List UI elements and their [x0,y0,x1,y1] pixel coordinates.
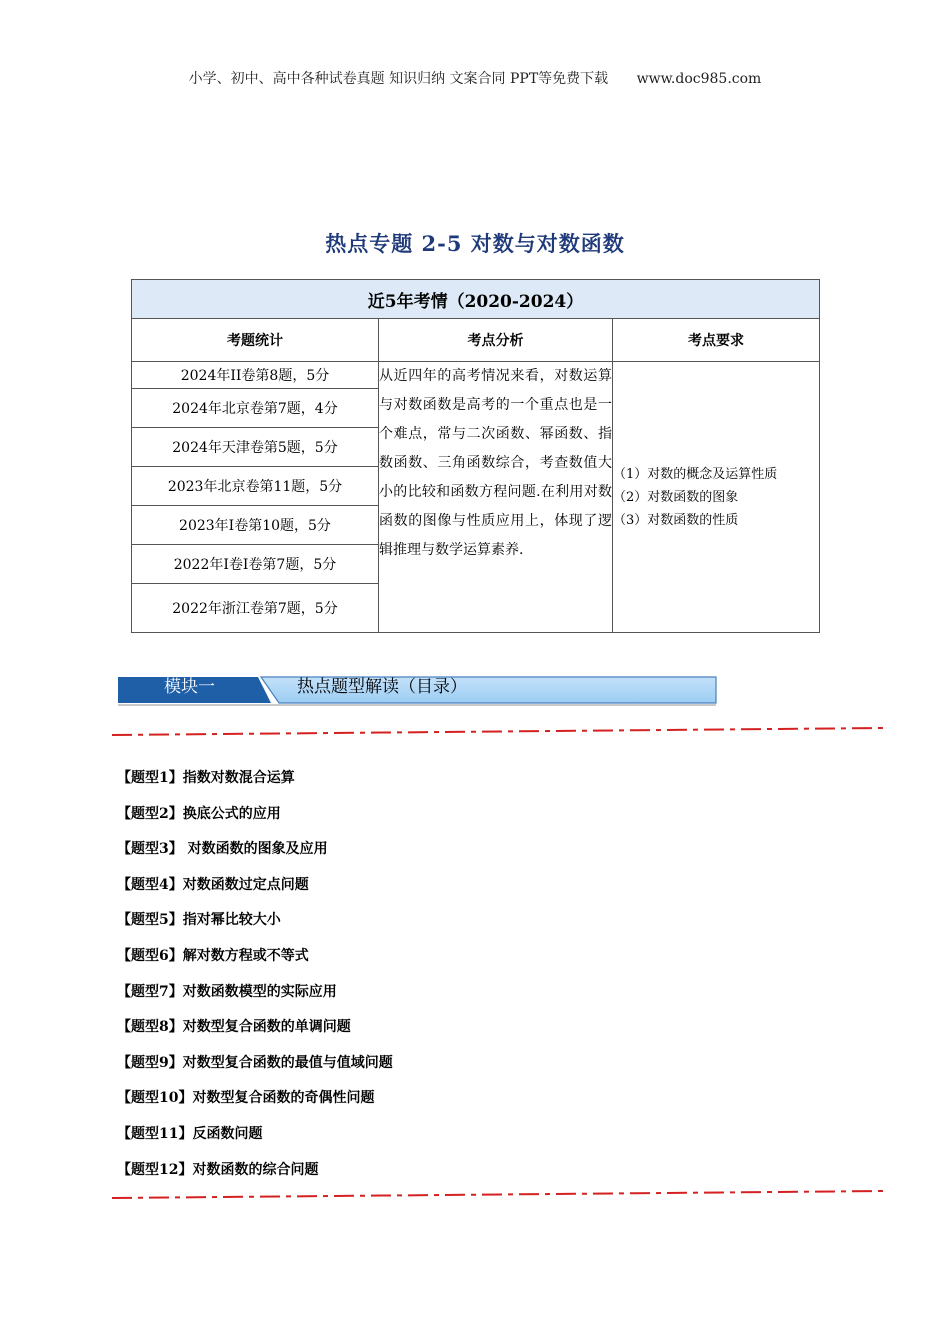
stat-cell: 2024年北京卷第7题，4分 [132,389,379,428]
column-header-requirements: 考点要求 [613,319,820,362]
topic-item: 【题型5】指对幂比较大小 [117,912,281,929]
header-site-link[interactable]: www.doc985.com [636,71,762,87]
bottom-divider [112,1189,884,1199]
module-title: 热点题型解读（目录） [297,677,467,697]
topic-item: 【题型3】 对数函数的图象及应用 [117,841,328,858]
requirement-item: （3）对数函数的性质 [613,512,739,528]
module-label: 模块一 [164,677,215,697]
table-caption: 近5年考情（2020-2024） [132,280,820,319]
topic-list [117,766,393,1193]
analysis-cell: 从近四年的高考情况来看，对数运算与对数函数是高考的一个重点也是一个难点，常与二次函数、幂函数、指数函数、三角函数综合，考查数值大小的比较和函数方程问题.在利用对数函数的图像与性质应用上，体现了逻辑推理与数学运算素养. [379,362,613,633]
topic-item: 【题型11】反函数问题 [117,1125,263,1142]
topic-item: 【题型6】解对数方程或不等式 [117,947,309,964]
stat-cell: 2023年I卷第10题，5分 [132,506,379,545]
topic-item: 【题型4】对数函数过定点问题 [117,876,309,893]
topic-item: 【题型7】对数函数模型的实际应用 [117,983,337,1000]
requirement-item: （1）对数的概念及运算性质 [613,466,778,482]
column-header-analysis: 考点分析 [379,319,613,362]
stat-cell: 2023年北京卷第11题，5分 [132,467,379,506]
stat-cell: 2022年浙江卷第7题，5分 [132,584,379,633]
stat-cell: 2024年天津卷第5题，5分 [132,428,379,467]
exam-stats-table [131,279,820,633]
stat-cell: 2024年II卷第8题，5分 [132,362,379,389]
stat-cell: 2022年I卷I卷第7题，5分 [132,545,379,584]
topic-item: 【题型1】指数对数混合运算 [117,770,295,786]
topic-item: 【题型8】对数型复合函数的单调问题 [117,1019,351,1036]
requirement-item: （2）对数函数的图象 [613,489,739,505]
topic-item: 【题型2】换底公式的应用 [117,805,281,822]
page-header [0,68,950,88]
topic-item: 【题型12】对数函数的综合问题 [117,1161,319,1178]
topic-item: 【题型9】对数型复合函数的最值与值域问题 [117,1054,393,1071]
header-text: 小学、初中、高中各种试卷真题 知识归纳 文案合同 PPT等免费下载 [188,71,609,87]
page-title: 热点专题 2-5 对数与对数函数 [325,231,625,256]
top-divider [112,726,884,736]
requirements-cell [613,362,820,633]
topic-item: 【题型10】对数型复合函数的奇偶性问题 [117,1090,375,1107]
column-header-stats: 考题统计 [132,319,379,362]
